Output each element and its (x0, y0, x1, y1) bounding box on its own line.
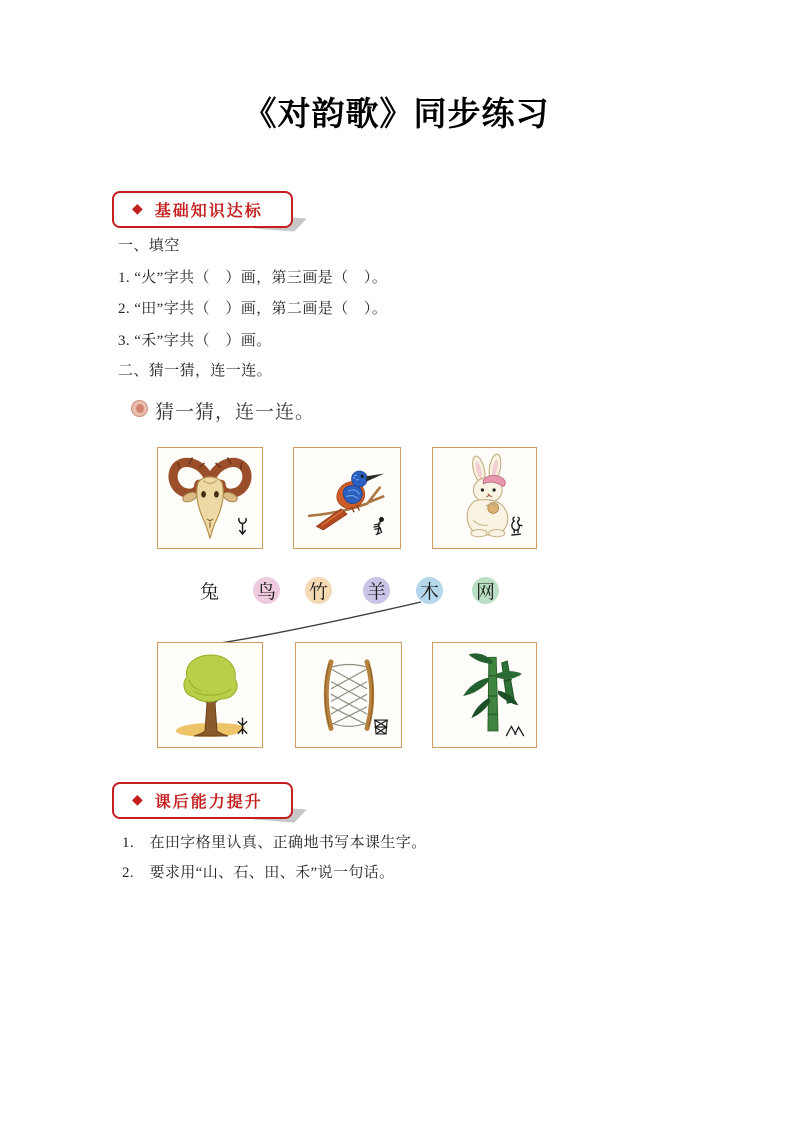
oracle-bird-icon (371, 516, 389, 538)
char-sheep: 羊 (363, 577, 390, 604)
oracle-sheep-icon (234, 516, 251, 538)
char-bird: 鸟 (253, 577, 280, 604)
badge-advanced-label: 课后能力提升 (154, 794, 263, 811)
section-badge-basic (112, 191, 293, 228)
page-title: 《对韵歌》同步练习 (243, 95, 550, 132)
activity-instruction: 猜一猜，连一连。 (155, 401, 316, 423)
fill-item-1: 1. “火”字共（ ）画，第三画是（ ）。 (118, 270, 388, 286)
section-badge-advanced (112, 782, 293, 819)
seal-mark (136, 404, 144, 413)
oracle-rabbit-icon (508, 515, 525, 538)
seal-icon (131, 400, 148, 417)
picture-box-rabbit (432, 447, 537, 549)
badge-basic-label: 基础知识达标 (154, 203, 263, 220)
char-net: 网 (472, 577, 499, 604)
picture-box-tree (157, 642, 263, 748)
advanced-item-2: 2. 要求用“山、石、田、禾”说一句话。 (122, 865, 395, 881)
fill-item-2: 2. “田”字共（ ）画，第二画是（ ）。 (118, 301, 388, 317)
diamond-icon: ◆ (132, 792, 143, 808)
advanced-item-1: 1. 在田字格里认真、正确地书写本课生字。 (122, 835, 427, 851)
oracle-wood-icon (234, 715, 251, 737)
heading-guess-connect: 二、猜一猜，连一连。 (118, 363, 273, 379)
char-rabbit: 兔 (199, 581, 219, 603)
char-wood: 木 (416, 577, 443, 604)
oracle-net-icon (372, 717, 390, 737)
picture-box-net (295, 642, 402, 748)
picture-box-ram (157, 447, 263, 549)
diamond-icon: ◆ (132, 201, 143, 217)
char-bamboo: 竹 (305, 577, 332, 604)
fill-item-3: 3. “禾”字共（ ）画。 (118, 333, 272, 349)
picture-box-kingfisher (293, 447, 401, 549)
picture-box-bamboo (432, 642, 537, 748)
oracle-bamboo-icon (505, 723, 525, 737)
heading-fill-blank: 一、填空 (118, 238, 180, 254)
